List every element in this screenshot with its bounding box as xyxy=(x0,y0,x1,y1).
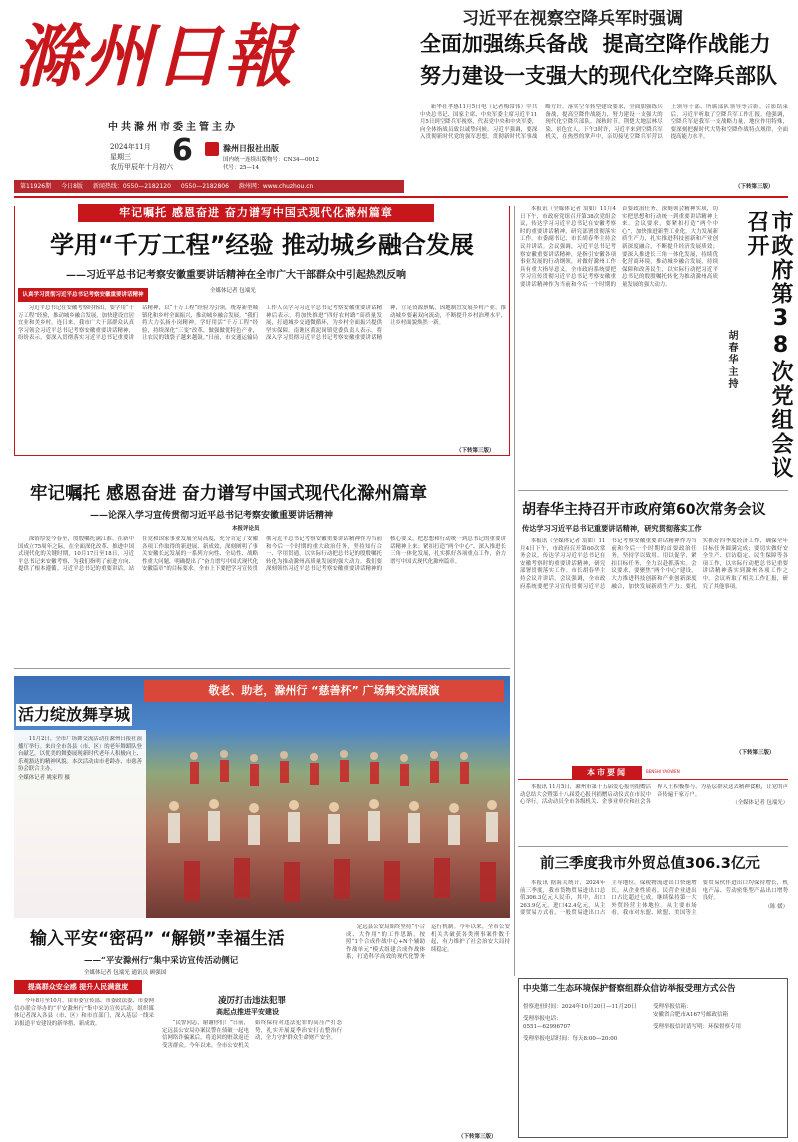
story1-subheadline: ——习近平总书记考察安徽重要讲话精神在全市广大干部群众中引起热烈反响 xyxy=(66,270,406,281)
press-badge-icon xyxy=(205,142,219,156)
date-block xyxy=(110,133,360,172)
trade-body-text: 本报讯 据海关统计，2024年前三季度，我市货物贸易进出口总值306.3亿元人民币，其中，出口263.9亿元，进口42.4亿元。从主要贸易方式看，一般贸易进出口占主导地位，保税物流进出口快速增长。从企业性质看，民营企业进出口占比超过七成，继续保持第一大外贸经营主体地位。从主要市场看，我市对东盟、欧盟、美国等主要贸易伙伴进出口均保持增长，机电产品、劳动密集型产品出口增势良好。 xyxy=(520,880,788,917)
story2-body xyxy=(18,536,506,664)
story2-body-text: 深情厚爱今春至，殷殷嘱托满江淮。在新中国成立75周年之际，在全面深化改革、推进中国式现代化的关键时期，10月17日至18日，习近平总书记来安徽考察，为我们指明了前进方向、提供了根本遵循。习近平总书记的重要讲话，站在党和国家事业发展全局高度，充分肯定了安徽各项工作取得的新进展、新成效，深刻阐明了事关安徽长远发展的一系列方向性、全局性、战略性重大问题，明确提出了“奋力谱写中国式现代化安徽篇章”的目标要求。全市上下要把学习宣传贯彻习近平总书记考察安徽重要讲话精神作为当前和今后一个时期的重大政治任务，坚持知行合一、学用贯通，以实际行动把总书记的殷殷嘱托转化为推动滁州高质量发展的强大动力。我们要深刻领悟习近平总书记考察安徽重要讲话精神的核心要义，把思想和行动统一到总书记的重要讲话精神上来；紧扣打造“两个中心”、深入推进长三角一体化发展，扎实抓好各项重点工作，奋力谱写中国式现代化滁州篇章。 xyxy=(18,536,506,573)
photo-caption-box xyxy=(14,705,146,918)
ad-hotline: 0550—2182806 xyxy=(180,183,229,190)
benshi-credit: （全媒体记者 包端光） xyxy=(732,800,788,807)
story1-more[interactable]: （下转第三版） xyxy=(456,448,495,454)
photo-caption-title: 活力绽放舞享城 xyxy=(18,705,131,724)
lead-more[interactable]: （下转第三版） xyxy=(735,184,774,190)
safety-tag: 提高群众安全感 提升人民满意度 xyxy=(14,980,142,994)
notice-mail-code: 受理举报信封请写明：环保督察专用 xyxy=(653,1024,742,1030)
right-body-2 xyxy=(520,538,788,746)
issue-number: 第11926期 xyxy=(20,183,52,190)
right-vertical-sub: 胡春华主持 xyxy=(726,330,737,390)
right-col-divider xyxy=(514,206,515,976)
right-vertical-headline: 市政府第38次党组会议召开 xyxy=(744,210,793,480)
photo-caption-text: 11月2日，全市广场舞交流活动在滁州日报社演播厅举行。来自全市各县（市、区）的老年舞蹈队登台献艺，以优美的舞姿展现新时代老年人积极向上、乐观豁达的精神风貌。本次活动由市老龄办、市慈善协会联合主办。 xyxy=(18,736,142,773)
notice-phone-label: 受理举报电话： xyxy=(523,1016,562,1022)
trade-credit: （陈 媛） xyxy=(764,903,788,910)
benshi-label: 本市要闻 xyxy=(572,766,642,780)
top-rule xyxy=(14,196,788,198)
trade-body xyxy=(520,880,788,972)
lead-headline-1: 全面加强练兵备战 提高空降作战能力 xyxy=(420,32,771,56)
date-year-month: 2024年11月 xyxy=(110,143,151,151)
right-body-2-text: 本报讯（全媒体记者 翁如）11月4日下午，市政府召开第60次常务会议，传达学习习近平总书记在安徽考察时的重要讲话精神，研究部署贯彻落实工作。市长胡春华主持会议并讲话。会议强调，全市政府系统要把学习宣传贯彻习近平总书记考察安徽重要讲话精神作为当前和今后一个时期的首要政治任务，坚持学以致用、用以促学，紧扣目标任务，全力以赴抓落实。会议要求，要聚焦“两个中心”建设，大力推进科技创新和产业创新深度融合，加快发展新质生产力；要扎实抓好四季度经济工作，确保全年目标任务圆满完成；要切实做好安全生产、信访稳定、民生保障等各项工作，以实际行动把总书记重要讲话精神落实到滁州各项工作之中。会议听取了相关工作汇报，研究了其他事项。 xyxy=(520,538,788,590)
safety-more[interactable]: （下转第三版） xyxy=(458,1134,497,1140)
notice-headline: 中央第二生态环境保护督察组群众信访举报受理方式公告 xyxy=(523,984,736,994)
right-mid-divider xyxy=(518,490,788,491)
story1-body-text: 习近平总书记在安徽考察时指出，要学用“千万工程”经验，推动城乡融合发展，加快建设宜居宜业和美乡村。连日来，我市广大干部群众认真学习领会习近平总书记考察安徽重要讲话精神，纷纷表示，要深入贯彻落实习近平总书记重要讲话精神，以“千万工程”经验为引领，统筹新型城镇化和乡村全面振兴，推动城乡融合发展。“我们将大力弘扬小岗精神，学好用活“千万工程”经验，持续深化“三变”改革，做强做优特色产业，让农民的钱袋子越来越鼓。”日前，市交通运输局工作人员学习习近平总书记考察安徽重要讲话精神后表示，将加快推进“四好农村路”高质量发展，打通城乡交通微循环，为乡村全面振兴提供坚实保障。南谯区黄泥岗镇党委负责人表示，将深入学习贯彻习近平总书记考察安徽重要讲话精神，立足资源禀赋，因地制宜发展乡村产业，推动城乡要素双向流动，不断提升乡村治理水平，让乡村面貌焕然一新。 xyxy=(18,305,506,342)
story1-body xyxy=(18,305,506,443)
topic-banner: 牢记嘱托 感恩奋进 奋力谱写中国式现代化滁州篇章 xyxy=(78,204,434,222)
story2-subheadline: ——论深入学习宣传贯彻习近平总书记考察安徽重要讲话精神 xyxy=(90,511,334,521)
right-more[interactable]: （下转第三版） xyxy=(736,750,775,756)
notice-hours: 受理举报电话时间：每天8:00—20:00 xyxy=(523,1036,618,1042)
safety-headline: 输入平安“密码” “解锁”幸福生活 xyxy=(30,929,285,949)
website-link[interactable]: 滁州网：www.chuzhou.cn xyxy=(238,183,314,190)
date-weekday: 星期三 xyxy=(110,153,131,161)
benshi-label-en: BENSHI YAOWEN xyxy=(646,769,680,774)
notice-phone[interactable]: 0551—62996707 xyxy=(523,1024,571,1030)
info-bar xyxy=(14,180,404,193)
right-story-sub: 传达学习习近平总书记重要讲话精神，研究贯彻落实工作 xyxy=(522,524,702,533)
trade-divider xyxy=(518,846,788,847)
right-body-1-text: 本报讯（全媒体记者 翁如）11月4日下午，市政府党组召开第38次党组会议，传达学习习近平总书记在安徽考察时的重要讲话精神，研究部署贯彻落实工作。市委副书记、市长胡春华主持会议并讲话。会议强调，习近平总书记考察安徽重要讲话精神，是指引安徽各项事业发展的行动纲领，对做好滁州工作具有重大指导意义。全市政府系统要把学习宣传贯彻习近平总书记考察安徽重要讲话精神作为当前和今后一个时期的首要政治任务，深刻领会精神实质，切实把思想和行动统一到重要讲话精神上来。会议要求，要紧扣打造“两个中心”，加快推进新型工业化，大力发展新质生产力，扎实推进科技创新和产业创新深度融合，不断提升经济发展质效；要深入推进长三角一体化发展，持续优化营商环境，推动城乡融合发展，持续保障和改善民生，以实际行动把习近平总书记的殷殷嘱托转化为推动滁州高质量发展的强大动力。 xyxy=(520,206,718,288)
trade-headline: 前三季度我市外贸总值306.3亿元 xyxy=(540,856,760,872)
right-story-headline: 胡春华主持召开市政府第60次常务会议 xyxy=(522,502,766,518)
news-hotline: 新闻热线：0550—2182120 xyxy=(92,183,171,190)
photo-caption-credit: 全媒体记者 姚家程 摄 xyxy=(18,774,70,781)
press-code: 代号：25—14 xyxy=(223,165,259,171)
notice-period: 督察进驻时间：2024年10月20日—11月20日 xyxy=(523,1004,637,1010)
story2-byline: 本报评论员 xyxy=(232,526,260,532)
press-name: 滁州日报社出版 xyxy=(223,144,279,153)
lead-kicker: 习近平在视察空降兵军时强调 xyxy=(462,9,683,29)
notice-left xyxy=(523,1003,647,1043)
stage-banner: 敬老、助老，滁州行 “慈善杯” 广场舞交流展演 xyxy=(144,680,504,702)
benshi-body xyxy=(520,784,788,840)
safety-body xyxy=(14,998,154,1138)
safety-byline: 全媒体记者 包端光 通讯员 顾强国 xyxy=(84,970,167,976)
right-body-1 xyxy=(520,206,718,484)
lead-body-text: 新华社孝感11月5日电（记者梅常伟）中共中央总书记、国家主席、中央军委主席习近平11月5日到空降兵军视察，代表党中央和中央军委，向全体指战员致以诚挚问候。习近平强调，要深入贯彻新时代党的强军思想，贯彻新时代军事战略方针，落实空军转型建设要求，全面加强练兵备战，提高空降作战能力，努力建设一支强大的现代化空降兵部队。深秋时节，荆楚大地层林尽染、景色宜人。下午3时许，习近平来到空降兵军机关，在热烈的掌声中，亲切接见空降兵军营以上领导干部、所属部队领导等合影。合影结束后，习近平听取了空降兵军工作汇报。他强调，空降兵军是我军一支战略力量，地位作用特殊，要深刻把握时代大势和空降作战特点规律，全面提高能力水平。 xyxy=(420,104,788,141)
benshi-label-bar xyxy=(518,766,788,780)
press-cn: 国内统一连续出版物号：CN34—0012 xyxy=(223,157,320,163)
notice-mail[interactable]: 安徽省合肥市A167号邮政信箱 xyxy=(653,1012,728,1018)
notice-mail-label: 受理举报信箱： xyxy=(653,1004,692,1010)
newspaper-logo: 滁州日報 xyxy=(14,18,295,97)
story2-headline: 牢记嘱托 感恩奋进 奋力谱写中国式现代化滁州篇章 xyxy=(30,484,428,504)
safety-body-text: 今年8月至10月，由市委宣传部、市委政法委、市委网信办联合举办的“平安滁州行”集中采访宣传活动，组织媒体记者深入各县（市、区）和市直部门，深入基层一线采访报道平安建设的新举措、新成效。 xyxy=(14,998,154,1027)
date-day: 6 xyxy=(172,133,193,168)
lead-body xyxy=(420,104,788,188)
safety-right-text: 定远县公安局始终坚持“小合成、大作用”的工作思路，按照“1个合成作战中心+N个辅助作战单元”模式组建合成作战体系，打造科学高效的现代化警务运行机制。今年以来，全市公安机关共破获各类刑事案件数千起，有力维护了社会治安大局持续稳定。 xyxy=(346,924,510,961)
page-count: 今日8版 xyxy=(61,183,83,190)
date-lunar: 农历甲辰年十月初六 xyxy=(110,163,173,171)
story1-tag: 认真学习贯彻习近平总书记考察安徽重要讲话精神 xyxy=(18,288,148,302)
lead-headline-2: 努力建设一支强大的现代化空降兵部队 xyxy=(420,64,777,88)
safety-inner-headline: 凌厉打击违法犯罪 xyxy=(218,996,287,1006)
notice-right xyxy=(653,1003,785,1031)
publisher-line: 中共滁州市委主管主办 xyxy=(108,122,238,133)
story1-byline: 全媒体记者 包端光 xyxy=(210,288,256,294)
safety-inner-body xyxy=(162,1020,342,1138)
benshi-body-text: 本报讯 11月5日，滁州市第十五届爱心报刊捐赠活动总结大会暨第十八届爱心报刊捐赠启动仪式在市民中心举行。活动动员全市各级机关、企事业单位和社会各界人士积极参与，为基层群众送去精神食粮，让党的声音传遍千家万户。 xyxy=(520,784,788,806)
safety-inner-sub: 高起点推进平安建设 xyxy=(216,1007,279,1016)
story2-divider xyxy=(14,668,510,669)
safety-right-body xyxy=(346,924,510,1130)
story1-headline: 学用“千万工程”经验 推动城乡融合发展 xyxy=(50,231,474,259)
safety-inner-text: “民警同志，谢谢你们！”日前，定远县公安局办案民警在侦破一起电信网络诈骗案后，将追回的赃款返还受害群众。今年以来，全市公安机关始终保持对违法犯罪的高压严打态势，扎实开展夏季治安打击整治行动，全力守护群众生命财产安全。 xyxy=(162,1020,342,1049)
safety-sub: ——“平安滁州行”集中采访宣传活动侧记 xyxy=(84,956,239,966)
notice-box xyxy=(518,978,788,1138)
photo-caption-body xyxy=(18,736,142,896)
